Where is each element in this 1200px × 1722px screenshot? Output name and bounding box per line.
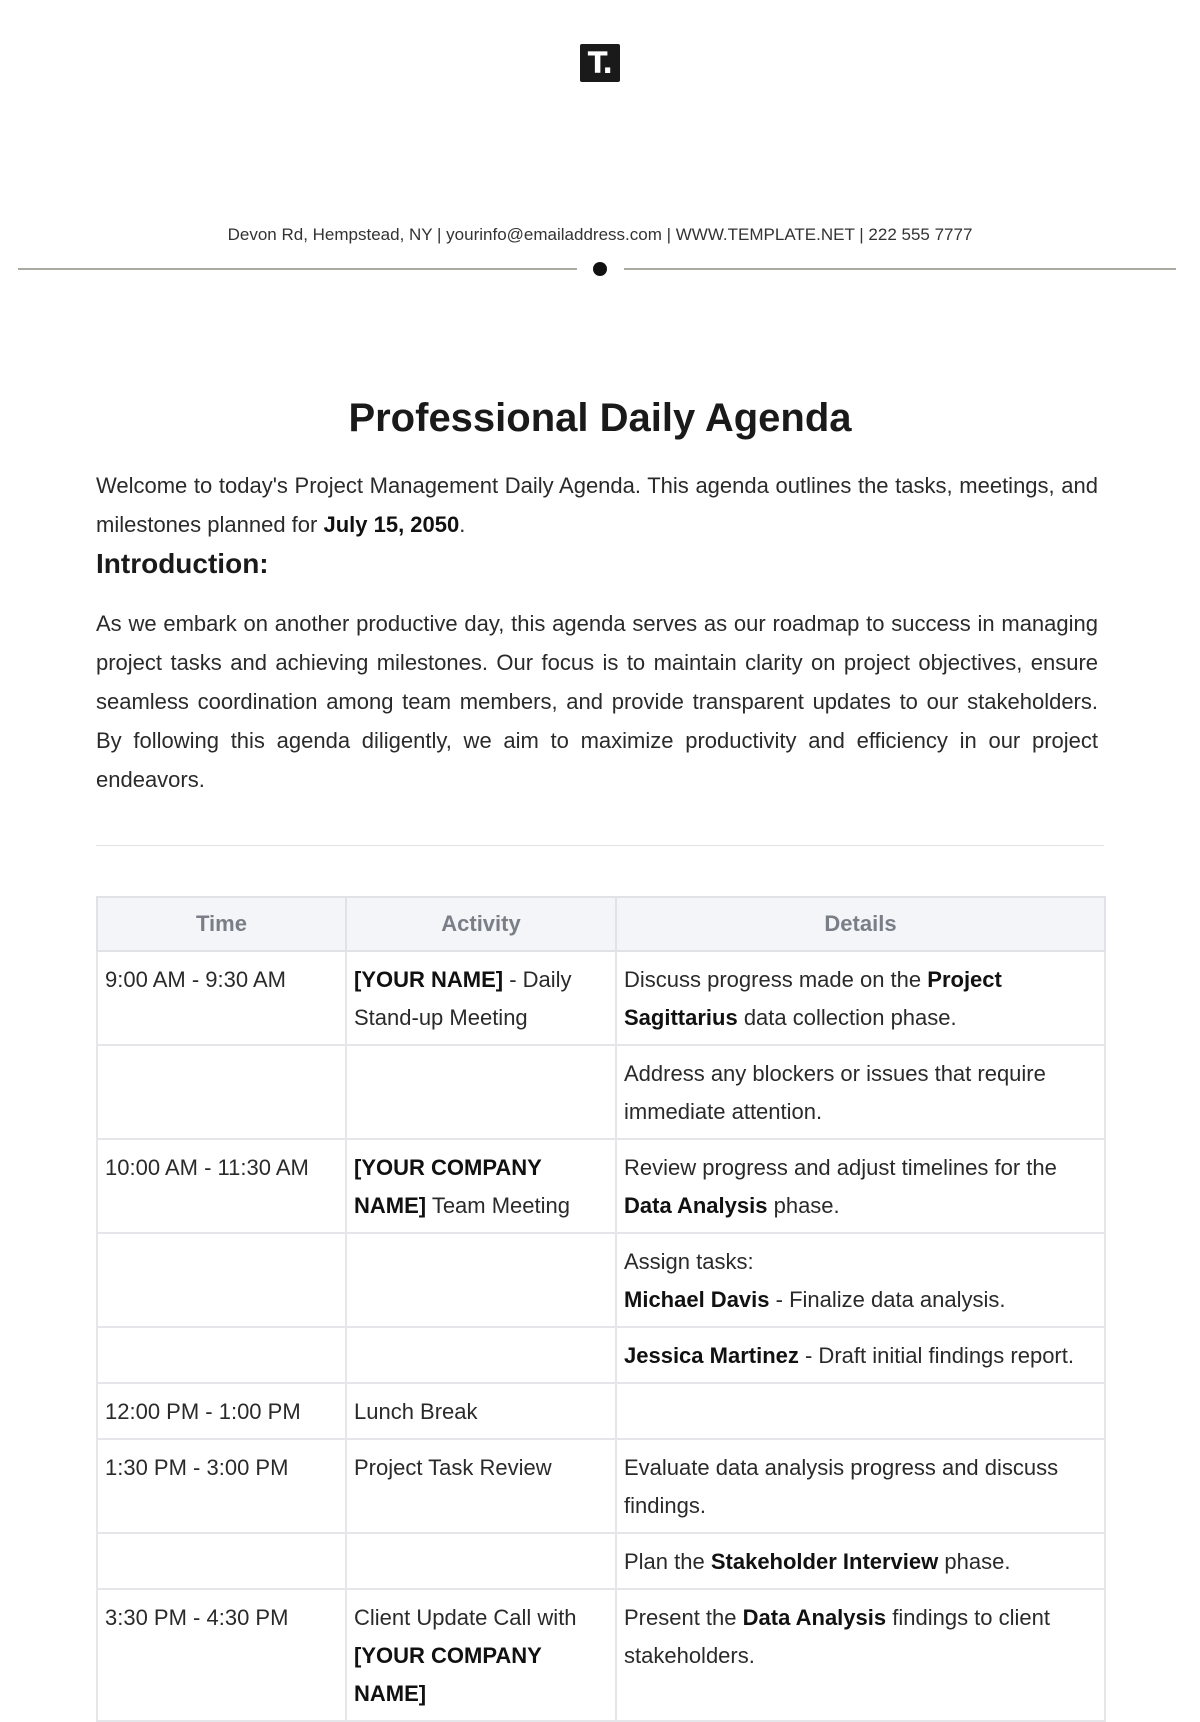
- agenda-header-row: [97, 897, 1105, 951]
- header-details: Details: [616, 897, 1105, 951]
- welcome-paragraph: [96, 466, 1098, 544]
- table-row: [97, 1439, 1105, 1533]
- bold-text: [YOUR COMPANY NAME]: [354, 1155, 542, 1218]
- table-row: [97, 1045, 1105, 1139]
- time-cell: [97, 1045, 346, 1139]
- header-activity: Activity: [346, 897, 616, 951]
- contact-info-line: Devon Rd, Hempstead, NY | yourinfo@emailaddress.com | WWW.TEMPLATE.NET | 222 555 7777: [227, 225, 973, 244]
- activity-cell: [346, 951, 616, 1045]
- details-cell: [616, 1233, 1105, 1327]
- bold-text: Michael Davis: [624, 1287, 770, 1312]
- header-time: Time: [97, 897, 346, 951]
- page-title: Professional Daily Agenda: [348, 396, 852, 440]
- bold-text: [YOUR COMPANY NAME]: [354, 1643, 542, 1706]
- agenda-date: July 15, 2050: [323, 512, 460, 537]
- time-cell: 9:00 AM - 9:30 AM: [97, 951, 346, 1045]
- bold-text: Data Analysis: [624, 1193, 768, 1218]
- text-segment: data collection phase.: [737, 1005, 957, 1030]
- text-segment: Team Meeting: [426, 1193, 571, 1218]
- text-segment: phase.: [767, 1193, 840, 1218]
- time-cell: [97, 1533, 346, 1589]
- text-segment: - Finalize data analysis.: [769, 1287, 1006, 1312]
- text-segment: - Daily Stand-up Meeting: [354, 967, 572, 1030]
- activity-cell: [346, 1327, 616, 1383]
- bold-text: Project Sagittarius: [624, 967, 1002, 1030]
- agenda-table: [96, 896, 1106, 1722]
- text-segment: Address any blockers or issues that require immediate attention.: [624, 1061, 1046, 1124]
- details-cell: [616, 1383, 1105, 1439]
- text-segment: findings to client stakeholders.: [624, 1605, 1050, 1668]
- details-cell: [616, 1327, 1105, 1383]
- text-segment: Discuss progress made on the: [624, 967, 928, 992]
- text-segment: Client Update Call with: [354, 1605, 577, 1630]
- agenda-table-body: [97, 951, 1105, 1721]
- table-row: [97, 1327, 1105, 1383]
- details-cell: [616, 1439, 1105, 1533]
- details-cell: [616, 1589, 1105, 1721]
- table-row: [97, 1589, 1105, 1721]
- text-segment: Lunch Break: [354, 1399, 478, 1424]
- bold-text: Jessica Martinez: [624, 1343, 799, 1368]
- introduction-heading: Introduction:: [96, 548, 269, 579]
- table-row: [97, 1533, 1105, 1589]
- activity-cell: [346, 1383, 616, 1439]
- table-row: [97, 1139, 1105, 1233]
- welcome-text: Welcome to today's Project Management Daily Agenda. This agenda outlines the tasks, meetings, and milestones planned for: [96, 473, 1098, 537]
- details-cell: [616, 1045, 1105, 1139]
- text-segment: Present the: [624, 1605, 743, 1630]
- welcome-end: .: [459, 512, 466, 537]
- header-rule-dot: [593, 262, 607, 276]
- time-cell: 3:30 PM - 4:30 PM: [97, 1589, 346, 1721]
- text-segment: phase.: [938, 1549, 1011, 1574]
- text-segment: - Draft initial findings report.: [798, 1343, 1074, 1368]
- activity-cell: [346, 1233, 616, 1327]
- text-segment: Assign tasks:: [624, 1249, 754, 1274]
- details-cell: [616, 1139, 1105, 1233]
- time-cell: [97, 1233, 346, 1327]
- bold-text: Data Analysis: [742, 1605, 887, 1630]
- text-segment: Plan the: [624, 1549, 711, 1574]
- bold-text: Stakeholder Interview: [710, 1549, 939, 1574]
- time-cell: 1:30 PM - 3:00 PM: [97, 1439, 346, 1533]
- header-rule-left: [18, 268, 577, 270]
- table-row: [97, 951, 1105, 1045]
- time-cell: [97, 1327, 346, 1383]
- time-cell: 10:00 AM - 11:30 AM: [97, 1139, 346, 1233]
- section-divider: [96, 845, 1104, 846]
- activity-cell: [346, 1139, 616, 1233]
- header-rule-right: [624, 268, 1176, 270]
- table-row: [97, 1383, 1105, 1439]
- details-cell: [616, 1533, 1105, 1589]
- details-cell: [616, 951, 1105, 1045]
- text-segment: Project Task Review: [354, 1455, 552, 1480]
- bold-text: [YOUR NAME]: [354, 967, 504, 992]
- text-segment: Evaluate data analysis progress and discuss findings.: [624, 1455, 1059, 1518]
- time-cell: 12:00 PM - 1:00 PM: [97, 1383, 346, 1439]
- activity-cell: [346, 1589, 616, 1721]
- table-row: [97, 1233, 1105, 1327]
- company-logo: T.: [580, 44, 620, 82]
- activity-cell: [346, 1045, 616, 1139]
- activity-cell: [346, 1533, 616, 1589]
- introduction-paragraph: As we embark on another productive day, this agenda serves as our roadmap to success in managing project tasks and achieving milestones. Our focus is to maintain clarity on project objectives, ensure seamless coordination among team members, and provide transparent updates to our stakeholders. By following this agenda diligently, we aim to maximize productivity and efficiency in our project endeavors.: [96, 611, 1098, 792]
- text-segment: Review progress and adjust timelines for the: [624, 1155, 1057, 1180]
- activity-cell: [346, 1439, 616, 1533]
